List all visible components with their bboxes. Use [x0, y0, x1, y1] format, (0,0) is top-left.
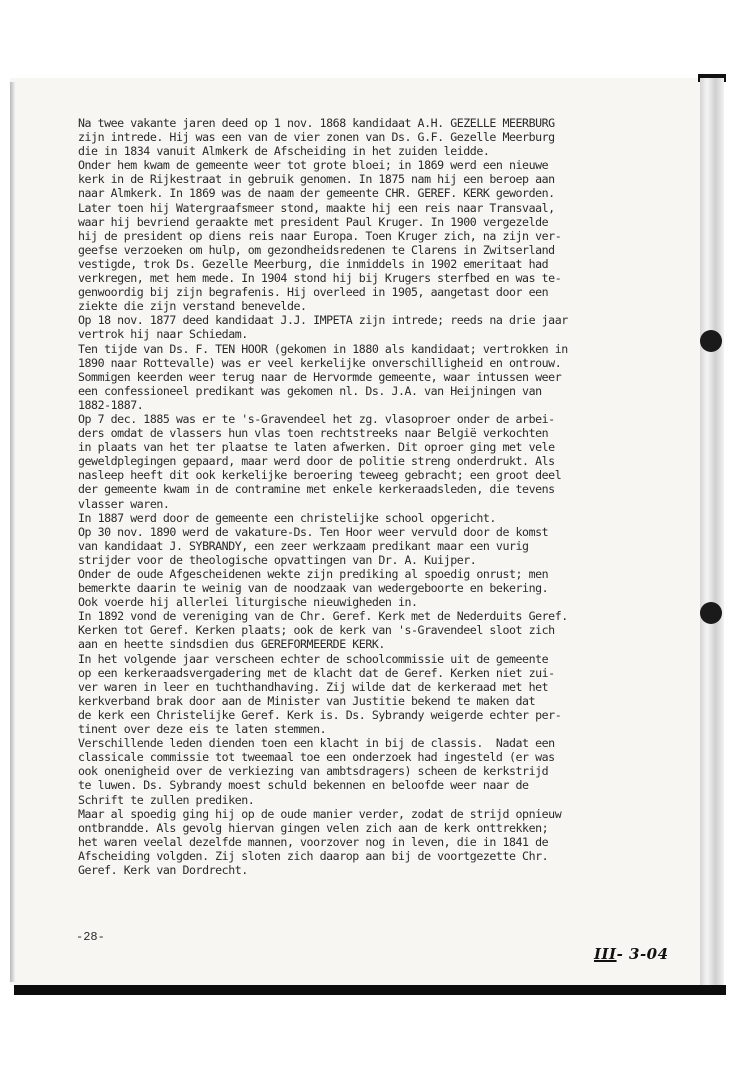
text-line: zijn intrede. Hij was een van de vier zonen van Ds. G.F. Gezelle Meerburg: [78, 130, 555, 145]
text-line: verkregen, met hem mede. In 1904 stond hij bij Krugers sterfbed en was te-: [78, 271, 562, 286]
text-line: In 1887 werd door de gemeente een christelijke school opgericht.: [78, 510, 496, 525]
text-line: Schrift te zullen prediken.: [78, 792, 255, 807]
text-line: Ten tijde van Ds. F. TEN HOOR (gekomen in 1880 als kandidaat; vertrokken in: [78, 341, 568, 356]
text-line: ver waren in leer en tuchthandhaving. Zij wilde dat de kerkeraad met het: [78, 679, 549, 694]
text-line: op een kerkeraadsvergadering met de klacht dat de Geref. Kerken niet zui-: [78, 665, 555, 680]
text-line: Kerken tot Geref. Kerken plaats; ook de kerk van 's-Gravendeel sloot zich: [78, 623, 555, 638]
handwritten-reference: [594, 945, 669, 963]
body-text: [78, 116, 696, 877]
scan-bottom-shadow: [14, 985, 726, 995]
text-line: ontbrandde. Als gevolg hiervan gingen velen zich aan de kerk onttrekken;: [78, 820, 549, 835]
text-line: Sommigen keerden weer terug naar de Hervormde gemeente, waar intussen weer: [78, 369, 562, 384]
text-line: ders omdat de vlassers hun vlas toen rechtstreeks naar België verkochten: [78, 426, 549, 441]
text-line: een confessioneel predikant was gekomen nl. Ds. J.A. van Heijningen van: [78, 383, 542, 398]
text-line: vertrok hij naar Schiedam.: [78, 327, 248, 342]
handwritten-volume: III: [594, 945, 617, 963]
text-line: Onder hem kwam de gemeente weer tot grote bloei; in 1869 werd een nieuwe: [78, 158, 549, 173]
text-line: Afscheiding volgden. Zij sloten zich daarop aan bij de voortgezette Chr.: [78, 848, 549, 863]
text-line: Op 7 dec. 1885 was er te 's-Gravendeel het zg. vlasoproer onder de arbei-: [78, 411, 555, 426]
text-line: geefse verzoeken om hulp, om gezondheidsredenen te Clarens in Zwitserland: [78, 242, 555, 257]
page-left-edge: [10, 82, 15, 982]
text-line: waar hij bevriend geraakte met president Paul Kruger. In 1900 vergezelde: [78, 214, 549, 229]
text-line: Maar al spoedig ging hij op de oude manier verder, zodat de strijd opnieuw: [78, 806, 562, 821]
text-line: tinent over deze eis te laten stemmen.: [78, 722, 327, 737]
text-line: 1882-1887.: [78, 397, 144, 412]
text-line: in plaats van het ter plaatse te laten afwerken. Dit oproer ging met vele: [78, 440, 555, 455]
text-line: Ook voerde hij allerlei liturgische nieuwigheden in.: [78, 595, 418, 610]
punch-hole-icon: [700, 602, 722, 624]
text-line: de kerk een Christelijke Geref. Kerk is. Ds. Sybrandy weigerde echter per-: [78, 707, 562, 722]
text-line: bemerkte daarin te weinig van de noodzaak van wedergeboorte en bekering.: [78, 581, 549, 596]
text-line: ook onenigheid over de verkiezing van ambtsdragers) scheen de kerkstrijd: [78, 764, 549, 779]
text-line: aan en heette sindsdien dus GEREFORMEERDE KERK.: [78, 637, 385, 652]
text-line: vlasser waren.: [78, 496, 170, 511]
text-line: Geref. Kerk van Dordrecht.: [78, 862, 248, 877]
punch-hole-icon: [700, 330, 722, 352]
text-line: Na twee vakante jaren deed op 1 nov. 1868 kandidaat A.H. GEZELLE MEERBURG: [78, 116, 555, 130]
text-line: van kandidaat J. SYBRANDY, een zeer werkzaam predikant maar een vurig: [78, 538, 529, 553]
text-line: die in 1834 vanuit Almkerk de Afscheiding in het zuiden leidde.: [78, 144, 490, 159]
text-line: hij de president op diens reis naar Europa. Toen Kruger zich, na zijn ver-: [78, 228, 562, 243]
text-line: Later toen hij Watergraafsmeer stond, maakte hij een reis naar Transvaal,: [78, 200, 555, 215]
text-line: ziekte die zijn verstand benevelde.: [78, 299, 307, 314]
text-line: Verschillende leden dienden toen een klacht in bij de classis. Nadat een: [78, 736, 555, 751]
text-line: geweldplegingen gepaard, maar werd door de politie streng onderdrukt. Als: [78, 454, 555, 469]
text-line: der gemeente kwam in de contramine met enkele kerkeraadsleden, die tevens: [78, 482, 555, 497]
text-line: te luwen. Ds. Sybrandy moest schuld bekennen en beloofde weer naar de: [78, 778, 529, 793]
handwritten-code: - 3-04: [616, 945, 669, 963]
binder-spine: [700, 78, 724, 988]
text-line: In het volgende jaar verscheen echter de schoolcommissie uit de gemeente: [78, 651, 549, 666]
page-number: -28-: [76, 930, 105, 944]
text-line: kerkverband brak door aan de Minister van Justitie bekend te maken dat: [78, 693, 536, 708]
text-line: genwoordig bij zijn begrafenis. Hij overleed in 1905, aangetast door een: [78, 285, 549, 300]
text-line: classicale commissie tot tweemaal toe een onderzoek had ingesteld (er was: [78, 750, 555, 765]
text-line: Op 30 nov. 1890 werd de vakature-Ds. Ten Hoor weer vervuld door de komst: [78, 524, 549, 539]
text-line: het waren veelal dezelfde mannen, voorzover nog in leven, die in 1841 de: [78, 834, 549, 849]
text-line: vestigde, trok Ds. Gezelle Meerburg, die inmiddels in 1902 emeritaat had: [78, 256, 549, 271]
text-line: naar Almkerk. In 1869 was de naam der gemeente CHR. GEREF. KERK geworden.: [78, 186, 555, 201]
text-line: kerk in de Rijkestraat in gebruik genomen. In 1875 nam hij een beroep aan: [78, 172, 555, 187]
text-line: nasleep heeft dit ook kerkelijke beroering teweeg gebracht; een groot deel: [78, 468, 562, 483]
text-line: 1890 naar Rottevalle) was er veel kerkelijke onverschilligheid en ontrouw.: [78, 355, 562, 370]
text-line: Op 18 nov. 1877 deed kandidaat J.J. IMPETA zijn intrede; reeds na drie jaar: [78, 313, 568, 328]
text-line: Onder de oude Afgescheidenen wekte zijn prediking al spoedig onrust; men: [78, 567, 549, 581]
text-line: strijder voor de theologische opvattingen van Dr. A. Kuijper.: [78, 552, 477, 567]
text-line: In 1892 vond de vereniging van de Chr. Geref. Kerk met de Nederduits Geref.: [78, 609, 568, 624]
